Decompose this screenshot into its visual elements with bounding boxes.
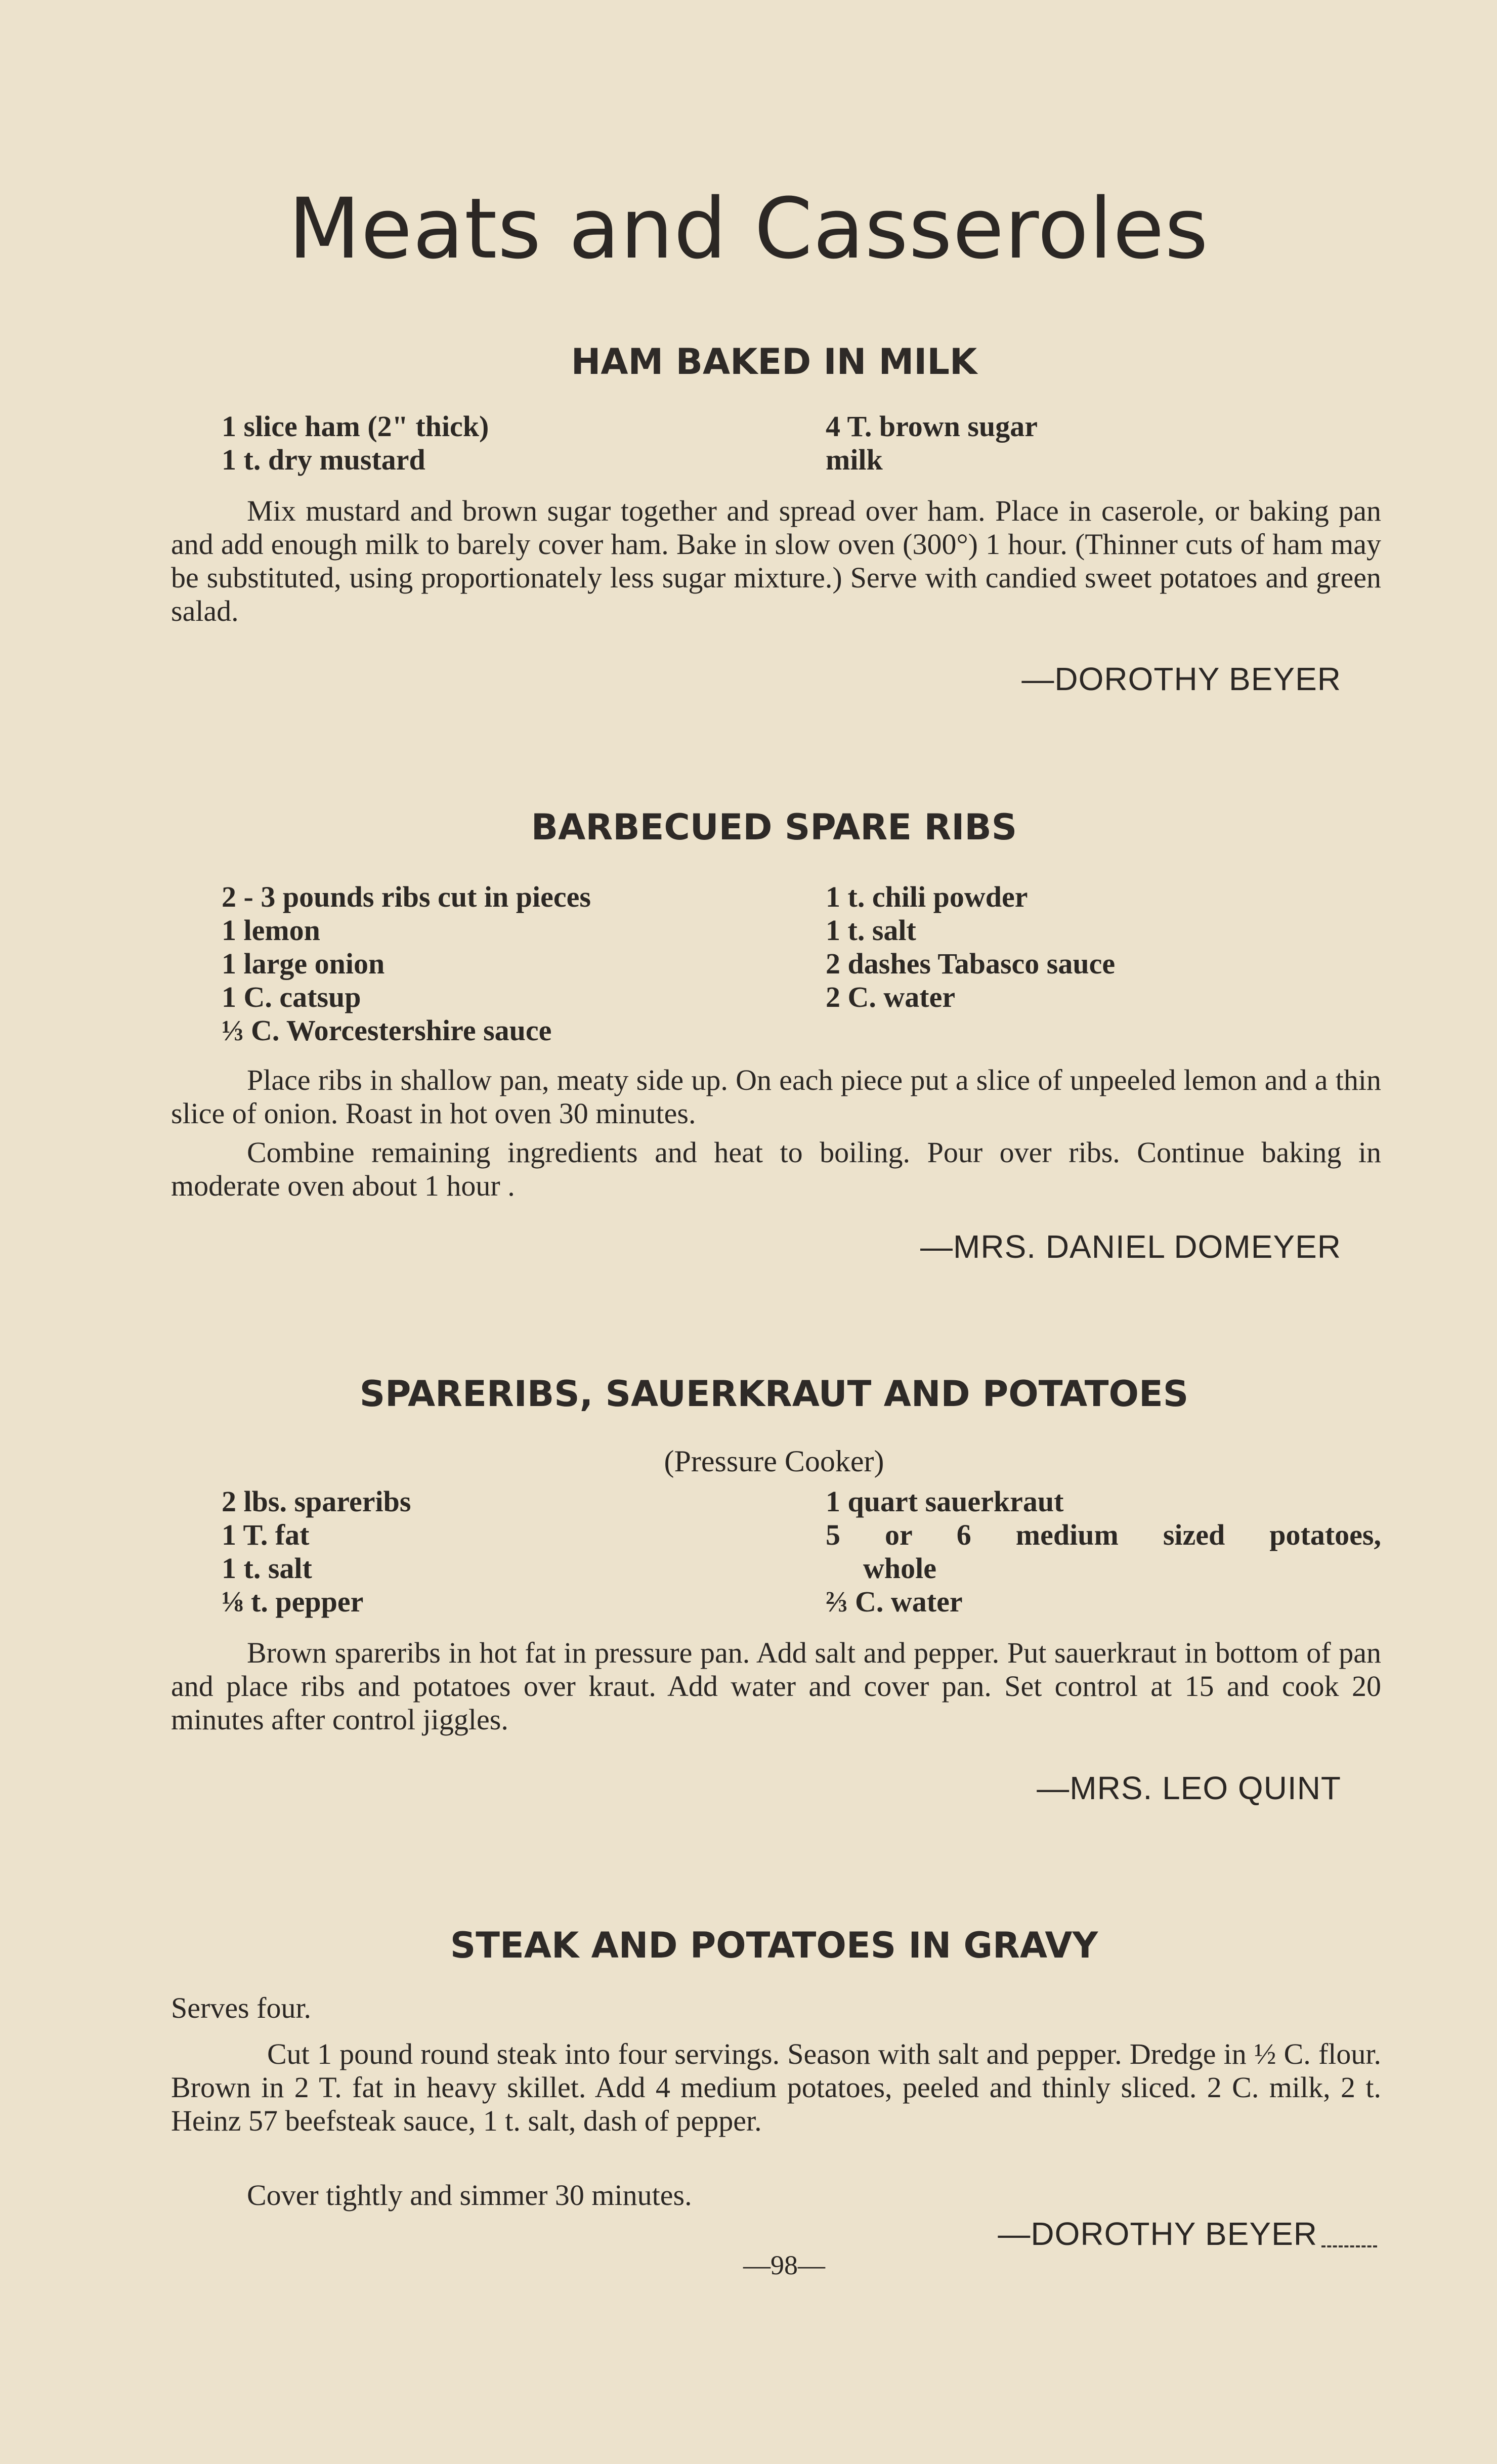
ingredient: 4 T. brown sugar [826, 410, 1038, 443]
recipe-directions: Mix mustard and brown sugar together and spread over ham. Place in caserole, or baking pan and add enough milk to barely cover ham. Bake in slow oven (300°) 1 hour. (Thinner cuts of ham may be substituted, using proportionately less sugar mixture.) Serve with candied sweet potatoes and green salad. [171, 494, 1381, 627]
recipe-title: BARBECUED SPARE RIBS [531, 806, 1017, 848]
recipe-directions: Cut 1 pound round steak into four servings. Season with salt and pepper. Dredge in ½ C. flour. Brown in 2 T. fat in heavy skillet. Add 4 medium potatoes, peeled and thinly sliced. 2 C. milk, 2 t. Heinz 57 beefsteak sauce, 1 t. salt, dash of pepper. [171, 2037, 1381, 2137]
recipe-directions: Cover tightly and simmer 30 minutes. [247, 2179, 692, 2212]
ingredient: ⅔ C. water [826, 1585, 963, 1618]
recipe-directions: Place ribs in shallow pan, meaty side up. On each piece put a slice of unpeeled lemon and a thin slice of onion. Roast in hot oven 30 minutes. [171, 1064, 1381, 1130]
ingredient: 1 T. fat [222, 1518, 310, 1551]
ingredient: 1 t. chili powder [826, 880, 1028, 913]
ingredient: milk [826, 443, 883, 476]
ingredient: 2 lbs. spareribs [222, 1485, 411, 1518]
ingredient: 1 quart sauerkraut [826, 1485, 1064, 1518]
ingredient: 1 t. dry mustard [222, 443, 425, 476]
recipe-author: —MRS. LEO QUINT [1037, 1770, 1341, 1806]
signature-underline [1321, 2245, 1377, 2247]
recipe-directions: Brown spareribs in hot fat in pressure pan. Add salt and pepper. Put sauerkraut in bottom of pan and place ribs and potatoes over kraut. Add water and cover pan. Set control at 15 and cook 20 minutes after control jiggles. [171, 1636, 1381, 1736]
recipe-author: —MRS. DANIEL DOMEYER [920, 1228, 1341, 1265]
recipe-author: —DOROTHY BEYER [998, 2216, 1317, 2252]
ingredient: 2 C. water [826, 981, 956, 1013]
page-number: —98— [743, 2250, 825, 2280]
ingredient: whole [863, 1552, 936, 1585]
ingredient: 1 large onion [222, 947, 385, 980]
page-title: Meats and Casseroles [288, 180, 1209, 277]
ingredient: 1 slice ham (2" thick) [222, 410, 489, 443]
recipe-title: STEAK AND POTATOES IN GRAVY [450, 1925, 1098, 1966]
recipe-title: SPARERIBS, SAUERKRAUT AND POTATOES [359, 1373, 1189, 1415]
ingredient: 1 t. salt [222, 1552, 312, 1585]
ingredient: ⅓ C. Worcestershire sauce [222, 1014, 552, 1047]
ingredient: 2 dashes Tabasco sauce [826, 947, 1116, 980]
ingredient: 1 t. salt [826, 914, 916, 947]
recipe-serves: Serves four. [171, 1991, 312, 2024]
ingredient: 5 or 6 medium sized potatoes, [826, 1518, 1381, 1551]
ingredient: 1 lemon [222, 914, 320, 947]
ingredient: 2 - 3 pounds ribs cut in pieces [222, 880, 591, 913]
recipe-title: HAM BAKED IN MILK [571, 341, 977, 383]
ingredient: 1 C. catsup [222, 981, 361, 1013]
recipe-subtitle: (Pressure Cooker) [664, 1445, 884, 1478]
recipe-author: —DOROTHY BEYER [1021, 661, 1341, 697]
ingredient: ⅛ t. pepper [222, 1585, 364, 1618]
recipe-directions: Combine remaining ingredients and heat to boiling. Pour over ribs. Continue baking in moderate oven about 1 hour . [171, 1136, 1381, 1202]
